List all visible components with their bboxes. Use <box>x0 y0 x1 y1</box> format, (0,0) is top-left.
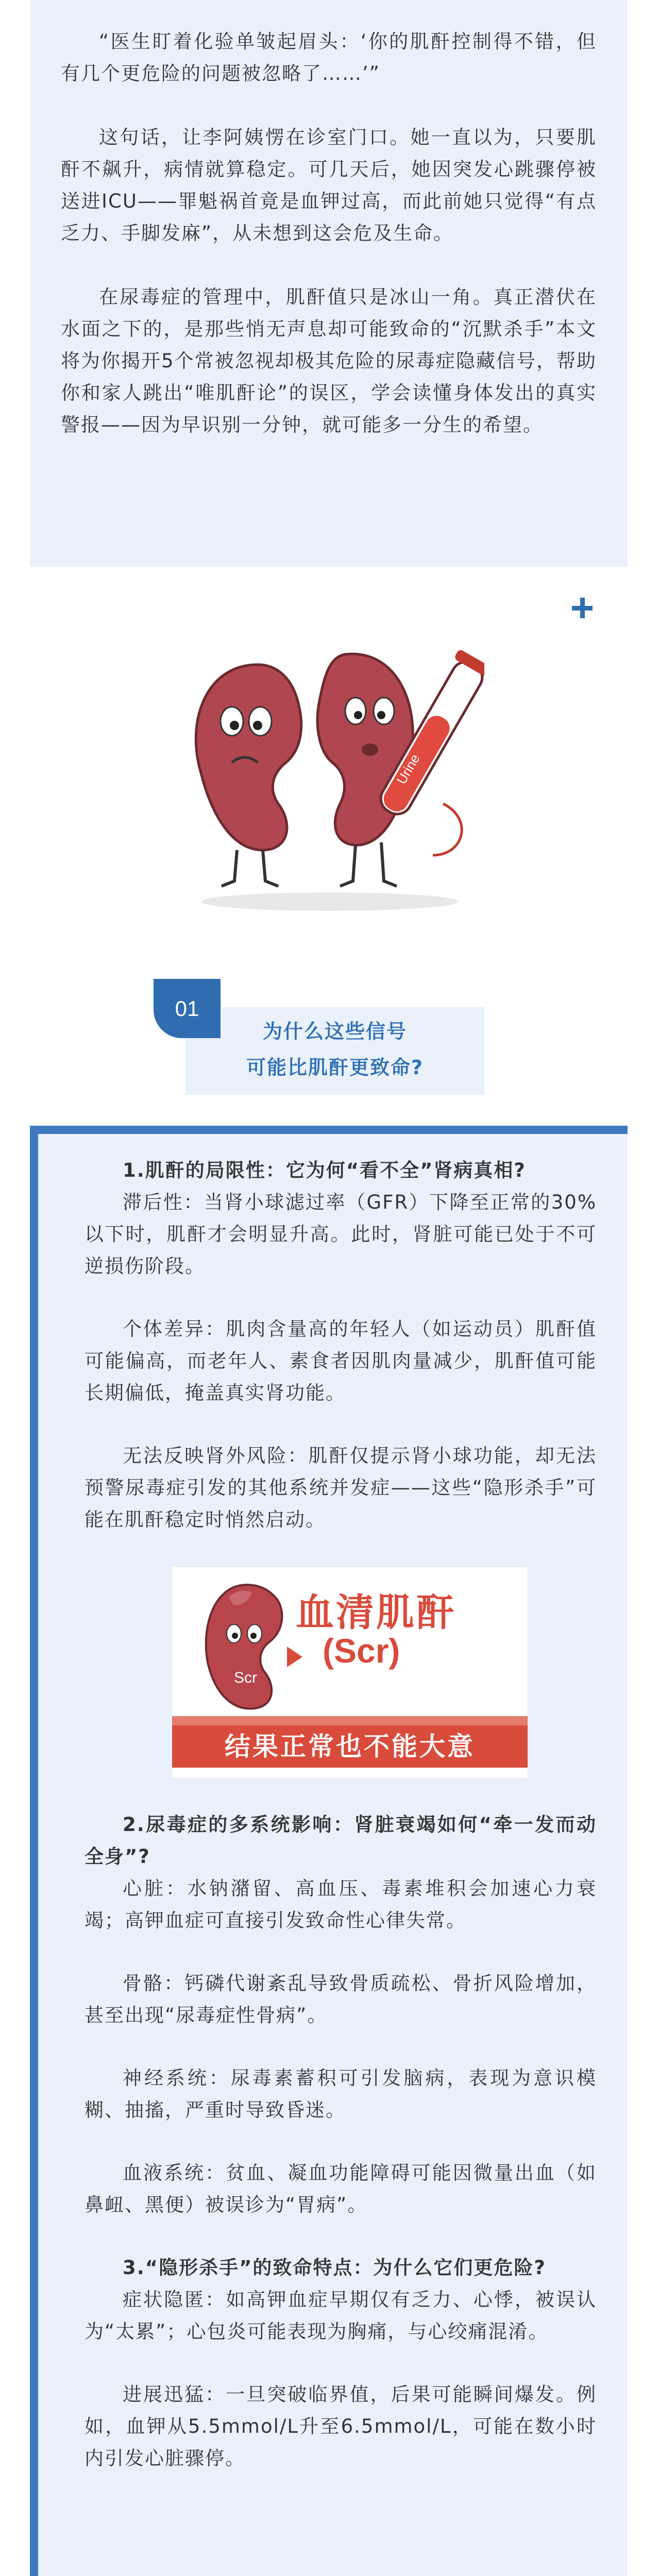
part3-hidden: 症状隐匿：如高钾血症早期仅有乏力、心悸，被误认为“太累”；心包炎可能表现为胸痛，与心绞痛混淆。 <box>85 2289 597 2343</box>
scr-kidney-icon <box>198 1577 291 1716</box>
plus-icon <box>572 598 593 618</box>
creatinine-banner: 结果正常也不能大意 <box>172 1725 528 1768</box>
creatinine-title: 血清肌酐 <box>296 1590 457 1635</box>
section-number-badge: 01 <box>154 979 221 1038</box>
part2-blood: 血液系统：贫血、凝血功能障碍可能因微量出血（如鼻衄、黑便）被误诊为“胃病”。 <box>85 2162 597 2216</box>
part2-heart: 心脏：水钠潴留、高血压、毒素堆积会加速心力衰竭；高钾血症可直接引发致命性心律失常。 <box>85 1877 597 1931</box>
intro-summary: 在尿毒症的管理中，肌酐值只是冰山一角。真正潜伏在水面之下的，是那些悄无声息却可能致命的“沉默杀手”本文将为你揭开5个常被忽视却极其危险的尿毒症隐藏信号，帮助你和家人跳出“唯肌酐论”的误区，学会读懂身体发出的真实警报——因为早识别一分钟，就可能多一分生的希望。 <box>61 286 597 436</box>
part1-block <box>85 1155 597 1282</box>
part2-blood-block <box>85 2157 597 2221</box>
part1-individual: 个体差异：肌肉含量高的年轻人（如运动员）肌酐值可能偏高，而老年人、素食者因肌肉量减少，肌酐值可能长期偏低，掩盖真实肾功能。 <box>85 1318 597 1404</box>
intro-story: 这句话，让李阿姨愣在诊室门口。她一直以为，只要肌酐不飙升，病情就算稳定。可几天后，她因突发心跳骤停被送进ICU——罪魁祸首竟是血钾过高，而此前她只觉得“有点乏力、手脚发麻”，从未想到这会危及生命。 <box>61 126 597 244</box>
part1-extrarenal: 无法反映肾外风险：肌酐仅提示肾小球功能，却无法预警尿毒症引发的其他系统并发症——这些“隐形杀手”可能在肌酐稳定时悄然启动。 <box>85 1445 597 1531</box>
part2-nerve: 神经系统：尿毒素蓄积可引发脑病，表现为意识模糊、抽搐，严重时导致昏迷。 <box>85 2067 597 2121</box>
intro-card <box>30 0 628 567</box>
part3-rapid: 进展迅猛：一旦突破临界值，后果可能瞬间爆发。例如，血钾从5.5mmol/L升至6.5mmol/L，可能在数小时内引发心脏骤停。 <box>85 2383 597 2469</box>
part2-nerve-block <box>85 2062 597 2126</box>
intro-quote: “医生盯着化验单皱起眉头：‘你的肌酐控制得不错，但有几个更危险的问题被忽略了……’” <box>61 30 597 84</box>
creatinine-card <box>172 1567 528 1778</box>
arrow-icon <box>284 1644 305 1670</box>
part2-block <box>85 1809 597 1937</box>
main-content-card <box>30 1126 628 2576</box>
left-kidney <box>196 665 301 886</box>
part1-individual-block <box>85 1313 597 1409</box>
part2-bone: 骨骼：钙磷代谢紊乱导致骨质疏松、骨折风险增加，甚至出现“尿毒症性骨病”。 <box>85 1972 597 2026</box>
part3-block <box>85 2252 597 2348</box>
part3-rapid-block <box>85 2379 597 2475</box>
kidney-illustration <box>175 634 484 917</box>
tube-hose <box>433 804 462 855</box>
creatinine-subtitle: (Scr) <box>323 1632 400 1670</box>
shadow <box>201 892 459 911</box>
part1-extrarenal-block <box>85 1440 597 1536</box>
section-title-line1: 为什么这些信号 <box>262 1020 407 1043</box>
part1-heading: 1.肌酐的局限性：它为何“看不全”肾病真相? <box>123 1159 526 1181</box>
part3-heading: 3.“隐形杀手”的致命特点：为什么它们更危险? <box>123 2257 546 2279</box>
tube-label: Urine <box>393 751 423 787</box>
section-title-box <box>185 1007 484 1095</box>
scr-kidney-label: Scr <box>234 1669 257 1686</box>
section-title-line2: 可能比肌酐更致命? <box>246 1056 424 1079</box>
part2-heading: 2.尿毒症的多系统影响：肾脏衰竭如何“牵一发而动全身”? <box>85 1814 597 1868</box>
part1-lag: 滞后性：当肾小球滤过率（GFR）下降至正常的30%以下时，肌酐才会明显升高。此时，肾脏可能已处于不可逆损伤阶段。 <box>85 1191 597 1277</box>
part2-bone-block <box>85 1968 597 2031</box>
